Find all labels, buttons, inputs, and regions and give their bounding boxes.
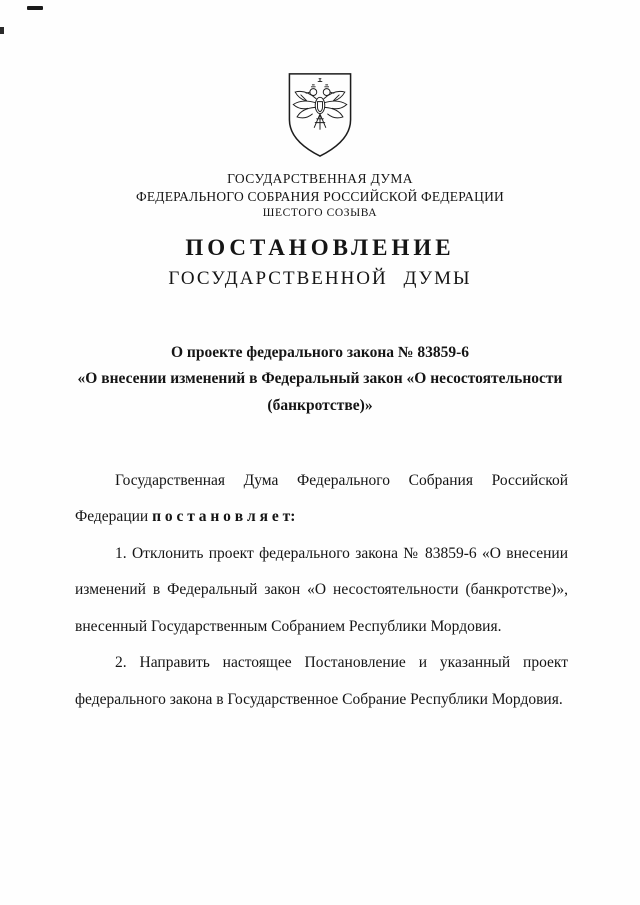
issuing-authority	[0, 170, 640, 221]
scan-artifact	[27, 6, 43, 10]
subject-line: «О внесении изменений в Федеральный закон «О несостоятельности	[77, 370, 563, 388]
authority-name: ГОСУДАРСТВЕННАЯ ДУМА	[227, 171, 413, 186]
subject-line: О проекте федерального закона № 83859-6	[170, 344, 469, 362]
document-subject	[60, 340, 580, 419]
document-type-subtitle: ГОСУДАРСТВЕННОЙ ДУМЫ	[168, 268, 472, 290]
intro-text: Государственная Дума Федерального Собрания Российской Федерации	[75, 472, 568, 526]
clause-paragraph: 1. Отклонить проект федерального закона № 83859-6 «О внесении изменений в Федеральный закон «О несостоятельности (банкротстве)», внесенный Государственным Собранием Республики Мордовия.	[75, 544, 568, 635]
document-body	[75, 463, 568, 718]
authority-convocation: ШЕСТОГО СОЗЫВА	[262, 207, 378, 220]
scan-artifact	[0, 27, 4, 34]
decree-word: п о с т а н о в л я е т:	[152, 508, 296, 526]
document-type-title: ПОСТАНОВЛЕНИЕ	[185, 235, 455, 261]
authority-parent: ФЕДЕРАЛЬНОГО СОБРАНИЯ РОССИЙСКОЙ ФЕДЕРАЦИИ	[136, 188, 504, 204]
coat-of-arms-icon	[0, 0, 640, 158]
intro-paragraph	[75, 463, 568, 536]
clause-paragraph: 2. Направить настоящее Постановление и указанный проект федерального закона в Государственное Собрание Республики Мордовия.	[75, 654, 568, 708]
subject-line: (банкротстве)»	[267, 396, 373, 414]
